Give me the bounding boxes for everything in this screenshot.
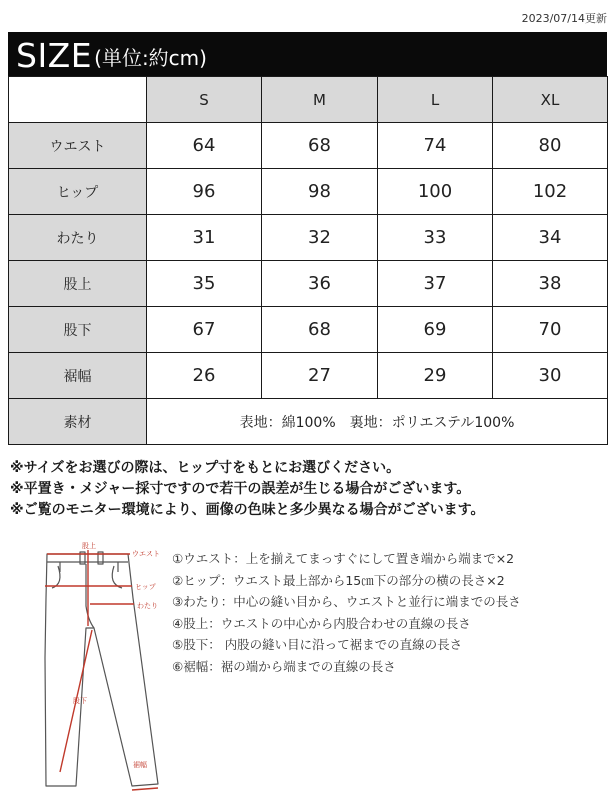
table-cell: 35 [147,261,262,307]
table-cell: 32 [262,215,378,261]
table-cell: 96 [147,169,262,215]
table-cell: 31 [147,215,262,261]
table-cell: 27 [262,353,378,399]
row-label: 股上 [9,261,147,307]
table-cell: 34 [493,215,608,261]
definition-line: ③わたり：中心の縫い目から、ウエストと並行に端までの長さ [172,594,521,609]
note-line: ※サイズをお選びの際は、ヒップ寸をもとにお選びください。 [10,460,401,476]
definition-line: ④股上：ウエストの中心から内股合わせの直線の長さ [172,615,471,631]
table-row-rise [9,261,608,307]
table-row-hip [9,169,608,215]
row-label: わたり [9,215,147,261]
column-header-l: L [378,77,493,123]
table-cell: 36 [262,261,378,307]
measurement-definitions [172,548,521,677]
table-header-row [9,77,608,123]
table-cell: 68 [262,123,378,169]
table-cell: 74 [378,123,493,169]
table-cell: 68 [262,307,378,353]
hem-line [132,788,158,790]
table-cell: 33 [378,215,493,261]
table-cell: 80 [493,123,608,169]
label-rise: 股上 [82,542,96,550]
table-cell: 69 [378,307,493,353]
table-row-hem [9,353,608,399]
table-cell: 98 [262,169,378,215]
table-cell: 67 [147,307,262,353]
definition-line: ⑤股下： 内股の縫い目に沿って裾までの直線の長さ [172,637,463,652]
table-cell: 102 [493,169,608,215]
note-line: ※平置き・メジャー採寸ですので若干の誤差が生じる場合がございます。 [10,481,471,497]
column-header-m: M [262,77,378,123]
update-date: 2023/07/14更新 [521,12,607,25]
definition-line: ②ヒップ：ウエスト最上部から15㎝下の部分の横の長さ×2 [172,572,505,588]
table-row-waist [9,123,608,169]
table-cell: 26 [147,353,262,399]
table-cell: 64 [147,123,262,169]
label-thigh: わたり [137,602,158,610]
size-table [8,76,608,445]
notes [10,458,485,521]
label-hem: 裾幅 [133,761,147,769]
table-cell: 38 [493,261,608,307]
size-title: SIZE [16,36,93,75]
material-value: 表地：綿100% 裏地：ポリエステル100% [147,399,608,445]
table-corner-cell [9,77,147,123]
table-row-thigh [9,215,608,261]
note-line: ※ご覧のモニター環境により、画像の色味と多少異なる場合がございます。 [10,502,485,518]
pants-diagram [0,538,175,796]
table-cell: 37 [378,261,493,307]
table-cell: 29 [378,353,493,399]
size-header [8,32,607,76]
label-inseam: 股下 [73,697,87,705]
definition-line: ⑥裾幅：裾の端から端までの直線の長さ [172,658,396,674]
column-header-xl: XL [493,77,608,123]
pants-illustration [0,538,175,796]
label-waist: ウエスト [132,550,160,558]
table-cell: 70 [493,307,608,353]
row-label: 裾幅 [9,353,147,399]
column-header-s: S [147,77,262,123]
definition-line: ①ウエスト：上を揃えてまっすぐにして置き端から端まで×2 [172,551,515,566]
size-unit: (単位:約cm) [94,46,207,70]
table-cell: 100 [378,169,493,215]
table-row-material [9,399,608,445]
row-label: 素材 [9,399,147,445]
row-label: 股下 [9,307,147,353]
row-label: ヒップ [9,169,147,215]
table-row-inseam [9,307,608,353]
table-cell: 30 [493,353,608,399]
row-label: ウエスト [9,123,147,169]
label-hip: ヒップ [135,583,156,591]
